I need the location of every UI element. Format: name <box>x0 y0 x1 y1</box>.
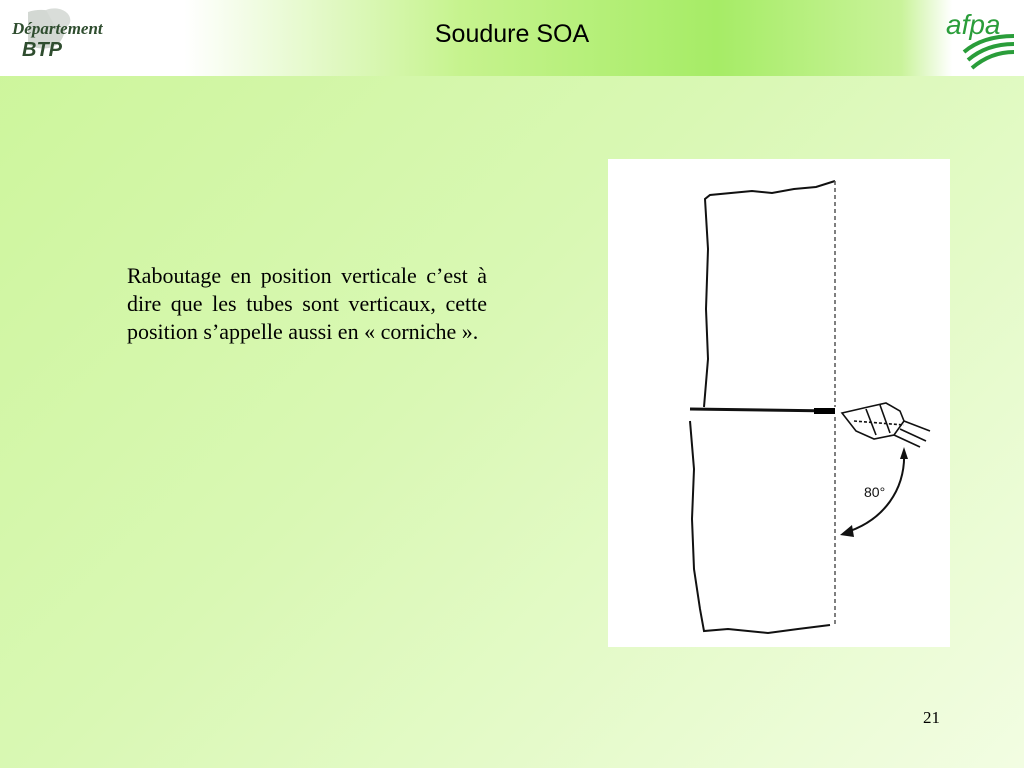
logo-left-line1: Département <box>12 19 103 38</box>
angle-label: 80° <box>864 484 886 500</box>
weld-joint <box>690 409 834 411</box>
slide-title: Soudure SOA <box>434 20 590 48</box>
afpa-logo <box>944 6 1016 70</box>
upper-pipe-outline <box>704 181 835 407</box>
pipe-weld-illustration <box>608 159 950 647</box>
welding-torch <box>842 403 930 447</box>
slide-header <box>0 0 1024 76</box>
page-number: 21 <box>923 708 940 727</box>
logo-left-line2: BTP <box>22 39 62 61</box>
logo-right-text: afpa <box>946 9 1001 40</box>
vertical-weld-diagram <box>608 159 950 647</box>
lower-pipe-outline <box>690 421 830 633</box>
slide-body-text: Raboutage en position verticale c’est à dire que les tubes sont verticaux, cette position s’appelle aussi en « corniche ». <box>127 263 487 344</box>
